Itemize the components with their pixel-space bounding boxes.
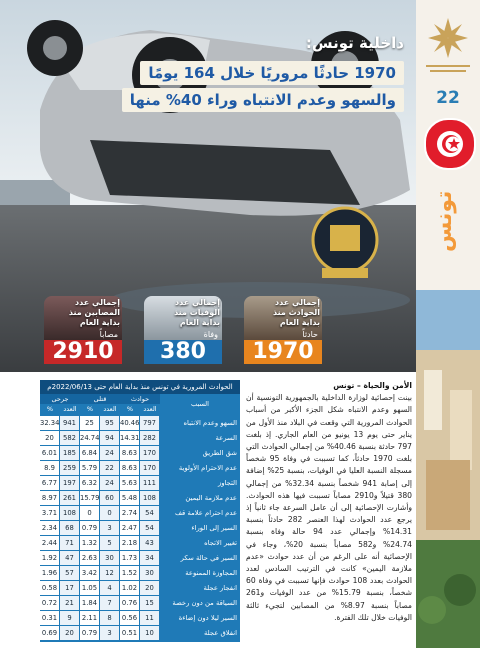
stat-deaths-caption: وفاة — [203, 330, 218, 339]
table-cell: 60 — [100, 491, 119, 505]
table-cell: 22 — [100, 461, 119, 475]
table-cell: 1.05 — [80, 581, 99, 595]
table-cell: 2.18 — [120, 536, 139, 550]
sub-pct-injured: % — [46, 405, 54, 413]
headline-line-2: والسهو وعدم الانتباه وراء 40% منها — [122, 88, 404, 112]
table-cell: 20 — [60, 626, 79, 640]
table-cell: 24 — [100, 476, 119, 490]
table-cell: 0.79 — [80, 626, 99, 640]
table-row — [40, 446, 240, 460]
table-cell: 1.96 — [40, 566, 59, 580]
table-cell: 17 — [60, 581, 79, 595]
table-row — [40, 536, 240, 550]
title-block — [122, 34, 404, 112]
table-cell: 6.77 — [40, 476, 59, 490]
table-cause-cell: السير في حالة سكر — [180, 554, 237, 562]
table-row — [40, 566, 240, 580]
table-cause-cell: تغيير الاتجاه — [204, 539, 237, 547]
table-cell: 0.72 — [40, 596, 59, 610]
table-cell: 797 — [140, 416, 159, 430]
table-cause-cell: شق الطريق — [202, 449, 237, 457]
table-row — [40, 581, 240, 595]
table-row — [40, 461, 240, 475]
header-accidents: حوادث — [120, 394, 160, 404]
table-cell: 170 — [140, 461, 159, 475]
table-cell: 25 — [80, 416, 99, 430]
table-cell: 261 — [60, 491, 79, 505]
table-cell: 2.74 — [120, 506, 139, 520]
side-city-photo — [416, 290, 480, 648]
table-cell: 2.11 — [80, 611, 99, 625]
table-cell: 582 — [60, 431, 79, 445]
table-cell: 941 — [60, 416, 79, 430]
table-cell: 57 — [60, 566, 79, 580]
table-cause-cell: عدم ملازمة اليمين — [185, 494, 237, 502]
table-cause-cell: عدم احترام علامة قف — [175, 509, 237, 517]
sub-pct-accidents: % — [126, 405, 134, 413]
table-cell: 14.31 — [120, 431, 139, 445]
article-body: بينت إحصائية لوزارة الداخلية بالجمهورية التونسية أن السهو وعدم الانتباه شكل الجزء الأكبر من أسباب الحوادث المرورية التي وقعت في البلاد منذ الأول من يناير حتى يوم 13 يونيو من العام الجاري. إذ بلغت 797 حادثة بنسبة 40.46% من إجمالي الحوادث التي بلغت 1970 حادثاً، كما تسببت في وفاة 95 شخصاً مسجلة النسبة العليا في الوفيات، بنسبة 25% إضافة إلى إصابة 941 شخصاً بنسبة 32.34% من إجمالي 380 قتيلاً و2910 مصاباً تسببت فيها هذه الحوادث. وأشارت الإحصائية إلى أن عامل السرعة جاء ثانياً إذ يرجع عدد الحوادث لهذا العنصر 282 حادثاً بنسبة 14.31% وإجمالي عدد 94 حالة وفاة بنسبة 24.74% و582 مصاباً بنسبة 20%، وجاء في الإحصائية أنه على الرغم من أن عدد حوادث «عدم ملازمة اليمين» كانت في الترتيب السادس لعدد الحوادث بعدد 108 حوادث فإنها تسببت في وفاة 60 شخصاً، بنسبة 15.79% من عدد الوفيات و261 مصاباً بنسبة 8.97% من المصابين لتجيء ثالثة الوفيات خلال تلك الفترة. — [246, 393, 412, 622]
stat-accidents — [244, 296, 322, 364]
sub-num-killed: العدد — [103, 405, 117, 413]
article-byline: الأمن والحياة – تونس — [333, 381, 412, 390]
side-country-text: تونس — [432, 190, 457, 252]
table-cell: 1.02 — [120, 581, 139, 595]
table-cell: 108 — [60, 506, 79, 520]
table-cell: 1.84 — [80, 596, 99, 610]
stat-deaths-value: 380 — [144, 340, 222, 364]
table-cell: 94 — [100, 431, 119, 445]
headline-line-1: 1970 حادثًا مروريًا خلال 164 يومًا — [140, 61, 404, 85]
table-cell: 0.79 — [80, 521, 99, 535]
stat-injured-caption: مصاباً — [99, 330, 118, 339]
table-cell: 111 — [140, 476, 159, 490]
table-cause-cell: السرعة — [215, 434, 237, 442]
table-cell: 2.47 — [120, 521, 139, 535]
magazine-logo — [420, 18, 476, 80]
table-cell: 1.73 — [120, 551, 139, 565]
table-cell: 5.48 — [120, 491, 139, 505]
table-cell: 34 — [140, 551, 159, 565]
header-killed: قتلى — [80, 394, 120, 404]
table-cell: 8.63 — [120, 461, 139, 475]
table-cell: 43 — [140, 536, 159, 550]
sub-num-injured: العدد — [63, 405, 77, 413]
stat-accidents-label: إجمالي عدد الحوادث منذ بداية العام — [272, 298, 320, 327]
table-cell: 282 — [140, 431, 159, 445]
header-injured: جرحى — [40, 394, 80, 404]
table-cell: 20 — [140, 581, 159, 595]
kicker: داخلية تونس: — [305, 34, 404, 52]
table-row — [40, 626, 240, 640]
logo-divider-2 — [430, 70, 466, 72]
table-row — [40, 431, 240, 445]
table-cell: 185 — [60, 446, 79, 460]
table-cell: 10 — [140, 626, 159, 640]
table-row — [40, 596, 240, 610]
tunisia-flag-icon — [424, 118, 476, 170]
table-cell: 3.42 — [80, 566, 99, 580]
table-cell: 108 — [140, 491, 159, 505]
table-cell: 24 — [100, 446, 119, 460]
table-title: الحوادث المرورية في تونس منذ بداية العام حتى 2022/06/13م — [40, 380, 240, 394]
table-cause-cell: انفلاق عجلة — [203, 629, 237, 637]
table-cell: 40.46 — [120, 416, 139, 430]
table-cell: 8 — [100, 611, 119, 625]
table-cell: 21 — [60, 596, 79, 610]
table-cell: 8.63 — [120, 446, 139, 460]
table-cell: 5 — [100, 536, 119, 550]
table-cell: 5.79 — [80, 461, 99, 475]
table-cell: 24.74 — [80, 431, 99, 445]
table-cell: 5.63 — [120, 476, 139, 490]
table-header — [40, 394, 240, 414]
table-cause-cell: المجاوزة الممنوعة — [185, 569, 237, 577]
table-cause-cell: عدم الاحترام الأولوية — [178, 464, 237, 472]
table-cell: 0.69 — [40, 626, 59, 640]
table-cell: 7 — [100, 596, 119, 610]
table-cell: 30 — [140, 566, 159, 580]
table-cause-cell: السير ليلا دون إضاءة — [178, 614, 237, 622]
table-cause-cell: السير إلى الوراء — [191, 524, 237, 532]
sub-num-accidents: العدد — [143, 405, 157, 413]
table-cell: 3 — [100, 521, 119, 535]
logo-divider — [426, 65, 470, 67]
table-cell: 11 — [140, 611, 159, 625]
table-cell: 54 — [140, 506, 159, 520]
table-row — [40, 611, 240, 625]
table-cell: 2.34 — [40, 521, 59, 535]
header-cause: السبب — [191, 400, 209, 408]
table-cell: 1.32 — [80, 536, 99, 550]
table-cell: 8.97 — [40, 491, 59, 505]
stat-deaths-label: إجمالي عدد الوفيات منذ بداية العام — [174, 298, 220, 327]
table-cell: 0 — [80, 506, 99, 520]
table-cell: 47 — [60, 551, 79, 565]
stat-injured-value: 2910 — [44, 340, 122, 364]
table-cell: 3.71 — [40, 506, 59, 520]
stat-injured — [44, 296, 122, 364]
table-cause-cell: السياقة من دون رخصة — [172, 599, 237, 607]
stat-deaths — [144, 296, 222, 364]
table-cell: 6.32 — [80, 476, 99, 490]
table-cell: 15.79 — [80, 491, 99, 505]
table-cell: 259 — [60, 461, 79, 475]
table-cell: 0.31 — [40, 611, 59, 625]
stat-accidents-value: 1970 — [244, 340, 322, 364]
table-cell: 170 — [140, 446, 159, 460]
table-cell: 6.01 — [40, 446, 59, 460]
table-cause-cell: التجاوز — [217, 479, 237, 487]
table-cell: 9 — [60, 611, 79, 625]
table-cell: 1.92 — [40, 551, 59, 565]
table-cell: 0 — [100, 506, 119, 520]
table-cause-cell: انفجار عجلة — [203, 584, 237, 592]
table-cell: 0.76 — [120, 596, 139, 610]
table-cell: 32.34 — [40, 416, 59, 430]
table-cell: 197 — [60, 476, 79, 490]
table-cell: 1.52 — [120, 566, 139, 580]
table-cell: 6.84 — [80, 446, 99, 460]
stat-accidents-caption: حادثاً — [302, 330, 318, 339]
table-cell: 12 — [100, 566, 119, 580]
stats-table — [40, 380, 240, 642]
table-row — [40, 476, 240, 490]
table-row — [40, 521, 240, 535]
table-cell: 71 — [60, 536, 79, 550]
table-cell: 54 — [140, 521, 159, 535]
table-row — [40, 506, 240, 520]
table-cause-cell: السهو وعدم الانتباه — [183, 419, 237, 427]
table-cell: 95 — [100, 416, 119, 430]
table-cell: 4 — [100, 581, 119, 595]
table-row — [40, 551, 240, 565]
article — [246, 380, 412, 642]
table-cell: 68 — [60, 521, 79, 535]
table-cell: 0.58 — [40, 581, 59, 595]
table-cell: 30 — [100, 551, 119, 565]
sub-pct-killed: % — [86, 405, 94, 413]
page-number: 22 — [436, 88, 460, 108]
table-row — [40, 416, 240, 430]
table-cell: 2.63 — [80, 551, 99, 565]
star-logo-icon — [428, 18, 468, 58]
table-row — [40, 491, 240, 505]
table-cell: 15 — [140, 596, 159, 610]
table-cell: 8.9 — [40, 461, 59, 475]
stat-injured-label: إجمالي عدد المصابين منذ بداية العام — [68, 298, 120, 327]
table-cell: 0.51 — [120, 626, 139, 640]
table-cell: 3 — [100, 626, 119, 640]
table-cell: 0.56 — [120, 611, 139, 625]
table-cell: 20 — [40, 431, 59, 445]
table-cell: 2.44 — [40, 536, 59, 550]
